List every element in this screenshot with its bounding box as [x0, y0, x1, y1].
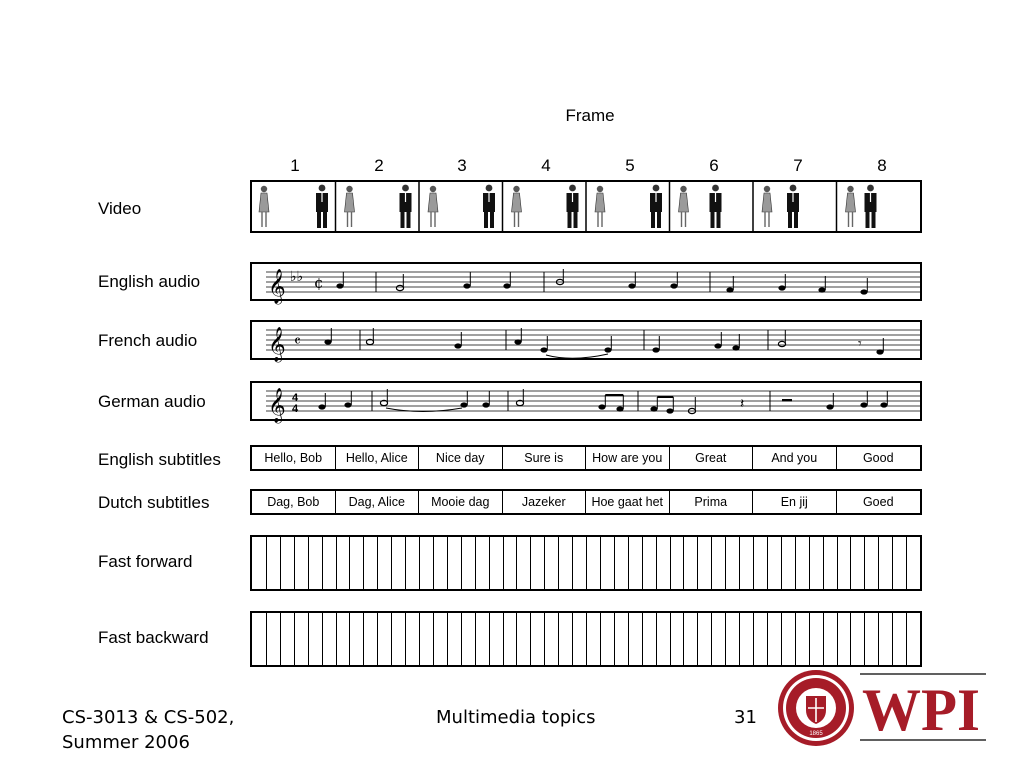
woman-figure-icon — [595, 186, 605, 227]
row-label-german-audio: German audio — [98, 392, 206, 411]
time-signature-top: 4 — [292, 392, 299, 404]
fast-backward-frame — [586, 613, 587, 665]
dutch-subtitle-cell: En jij — [753, 491, 837, 513]
fast-backward-frame — [892, 613, 893, 665]
english-subtitle-cell: And you — [753, 447, 837, 469]
fast-backward-frame — [823, 613, 824, 665]
fast-backward-frame — [503, 613, 504, 665]
notes — [324, 328, 883, 358]
fast-forward-frame — [572, 537, 573, 589]
dutch-subtitles-strip — [250, 489, 922, 515]
man-figure-icon — [650, 185, 662, 228]
video-frame — [753, 182, 799, 231]
fast-forward-frame — [670, 537, 671, 589]
fast-forward-frame — [516, 537, 517, 589]
english-subtitle-cell: Great — [670, 447, 754, 469]
german-audio-staff — [250, 381, 922, 421]
row-label-french-audio: French audio — [98, 331, 198, 350]
rest-icon: 𝄾 — [858, 335, 862, 351]
row-label-english-audio: English audio — [98, 272, 201, 291]
fast-forward-frame — [809, 537, 810, 589]
seal-year: 1865 — [809, 731, 823, 737]
fast-forward-frame — [558, 537, 559, 589]
french-audio-notation — [252, 322, 920, 362]
english-subtitles-strip — [250, 445, 922, 471]
row-label-dutch-subtitles: Dutch subtitles — [98, 493, 210, 512]
half-rest-icon — [782, 399, 792, 402]
woman-figure-icon — [762, 186, 772, 227]
fast-forward-frame — [781, 537, 782, 589]
woman-figure-icon — [259, 186, 269, 227]
french-audio-staff — [250, 320, 922, 360]
fast-forward-frame — [377, 537, 378, 589]
time-signature-bottom: 4 — [292, 403, 299, 415]
fast-backward-frame — [336, 613, 337, 665]
fast-backward-frame — [906, 613, 907, 665]
fast-backward-frame — [697, 613, 698, 665]
woman-figure-icon — [345, 186, 355, 227]
fast-backward-frame — [391, 613, 392, 665]
fast-backward-frame — [419, 613, 420, 665]
fast-forward-frame — [628, 537, 629, 589]
fast-forward-frame — [837, 537, 838, 589]
fast-backward-frame — [711, 613, 712, 665]
fast-backward-frame — [280, 613, 281, 665]
english-subtitle-cell: Good — [862, 451, 894, 465]
fast-forward-frame — [586, 537, 587, 589]
fast-backward-frame — [767, 613, 768, 665]
fast-backward-frame — [795, 613, 796, 665]
row-label-video: Video — [98, 199, 142, 218]
man-figure-icon — [787, 185, 799, 228]
video-frame — [419, 182, 495, 231]
english-subtitle-cell: Hello, Alice — [336, 447, 420, 469]
fast-forward-frame — [683, 537, 684, 589]
woman-figure-icon — [428, 186, 438, 227]
row-label-english-subtitles: English subtitles — [98, 450, 221, 469]
fast-backward-frame — [683, 613, 684, 665]
video-frame — [837, 182, 877, 231]
fast-forward-frame — [753, 537, 754, 589]
fast-backward-frame — [433, 613, 434, 665]
fast-forward-frame — [391, 537, 392, 589]
dutch-subtitle-cell: Mooie dag — [419, 491, 503, 513]
fast-backward-frame — [447, 613, 448, 665]
fast-backward-strip — [250, 611, 922, 667]
fast-forward-frame — [461, 537, 462, 589]
fast-backward-frame — [864, 613, 865, 665]
video-frame — [503, 182, 579, 231]
man-figure-icon — [865, 185, 877, 228]
fast-forward-frame — [656, 537, 657, 589]
fast-backward-frame — [475, 613, 476, 665]
fast-forward-frame — [544, 537, 545, 589]
dutch-subtitle-cell: Dag, Alice — [336, 491, 420, 513]
fast-forward-frame — [475, 537, 476, 589]
dutch-subtitle-cell: Goed — [862, 495, 894, 509]
fast-backward-frame — [461, 613, 462, 665]
course-line-2: Summer 2006 — [62, 732, 190, 753]
wpi-logo — [776, 668, 988, 748]
frame-number: 4 — [541, 156, 551, 175]
fast-forward-frame — [725, 537, 726, 589]
dutch-subtitle-cell: Dag, Bob — [252, 491, 336, 513]
wpi-wordmark: WPI — [862, 677, 980, 743]
fast-backward-frame — [837, 613, 838, 665]
fast-backward-frame — [670, 613, 671, 665]
video-frames — [252, 182, 920, 231]
fast-backward-frame — [628, 613, 629, 665]
dutch-subtitle-cell: Hoe gaat het — [586, 491, 670, 513]
fast-backward-frame — [322, 613, 323, 665]
fast-forward-frame — [823, 537, 824, 589]
fast-forward-frame — [363, 537, 364, 589]
fast-backward-frame — [656, 613, 657, 665]
fast-backward-frame — [878, 613, 879, 665]
fast-forward-frame — [892, 537, 893, 589]
frame-number: 5 — [625, 156, 635, 175]
seal-icon — [778, 670, 854, 746]
fast-backward-frame — [294, 613, 295, 665]
topic-label: Multimedia topics — [436, 707, 596, 728]
man-figure-icon — [316, 185, 328, 228]
fast-forward-frame — [322, 537, 323, 589]
fast-backward-frame — [530, 613, 531, 665]
fast-forward-frame — [280, 537, 281, 589]
video-frame — [586, 182, 662, 231]
fast-forward-frame — [600, 537, 601, 589]
man-figure-icon — [710, 185, 722, 228]
course-line-1: CS-3013 & CS-502, — [62, 707, 235, 728]
dutch-subtitle-cell: Prima — [670, 491, 754, 513]
video-strip — [250, 180, 922, 233]
fast-backward-frame — [809, 613, 810, 665]
fast-forward-frame — [294, 537, 295, 589]
man-figure-icon — [567, 185, 579, 228]
staff-lines — [266, 330, 920, 350]
man-figure-icon — [483, 185, 495, 228]
fast-forward-frame — [906, 537, 907, 589]
fast-backward-frame — [572, 613, 573, 665]
video-frame — [259, 185, 328, 228]
fast-backward-frame — [349, 613, 350, 665]
treble-clef-icon: 𝄞 — [268, 388, 286, 423]
fast-forward-frame — [419, 537, 420, 589]
fast-backward-frame — [600, 613, 601, 665]
fast-forward-frame — [850, 537, 851, 589]
fast-backward-frame — [739, 613, 740, 665]
row-label-fast-forward: Fast forward — [98, 552, 193, 571]
frame-number: 2 — [374, 156, 384, 175]
fast-backward-frame — [614, 613, 615, 665]
fast-backward-frame — [753, 613, 754, 665]
treble-clef-icon: 𝄞 — [268, 269, 286, 304]
common-time-icon: 𝄴 — [294, 332, 301, 350]
treble-clef-icon: 𝄞 — [268, 327, 286, 362]
fast-forward-frame — [739, 537, 740, 589]
fast-backward-frame — [781, 613, 782, 665]
fast-forward-frame — [530, 537, 531, 589]
fast-backward-frame — [544, 613, 545, 665]
fast-backward-frame — [489, 613, 490, 665]
frame-number: 3 — [457, 156, 467, 175]
woman-figure-icon — [679, 186, 689, 227]
course-label — [62, 707, 234, 753]
fast-backward-frame — [308, 613, 309, 665]
english-subtitle-cell: Sure is — [503, 447, 587, 469]
woman-figure-icon — [846, 186, 856, 227]
fast-forward-frame — [433, 537, 434, 589]
page-number: 31 — [734, 707, 757, 728]
fast-forward-frame — [336, 537, 337, 589]
english-subtitle-cell: How are you — [586, 447, 670, 469]
english-audio-notation — [252, 264, 920, 304]
fast-backward-frame — [725, 613, 726, 665]
fast-forward-frame — [614, 537, 615, 589]
cut-time-icon: ¢ — [314, 274, 324, 292]
fast-forward-frame — [405, 537, 406, 589]
fast-forward-frame — [349, 537, 350, 589]
fast-backward-frame — [558, 613, 559, 665]
frame-number: 6 — [709, 156, 719, 175]
fast-backward-frame — [642, 613, 643, 665]
dutch-subtitle-cell: Jazeker — [503, 491, 587, 513]
fast-backward-frame — [850, 613, 851, 665]
fast-forward-frame — [795, 537, 796, 589]
english-subtitle-cell: Hello, Bob — [252, 447, 336, 469]
frame-number: 1 — [290, 156, 300, 175]
video-frame — [670, 182, 722, 231]
fast-forward-frame — [308, 537, 309, 589]
fast-backward-frame — [377, 613, 378, 665]
staff-lines — [266, 391, 920, 411]
fast-forward-frame — [864, 537, 865, 589]
frame-number: 7 — [793, 156, 803, 175]
fast-forward-frame — [642, 537, 643, 589]
row-label-fast-backward: Fast backward — [98, 628, 209, 647]
fast-forward-frame — [503, 537, 504, 589]
frame-title: Frame — [565, 106, 615, 125]
fast-backward-frame — [363, 613, 364, 665]
fast-backward-frame — [516, 613, 517, 665]
fast-forward-frame — [711, 537, 712, 589]
fast-forward-frame — [447, 537, 448, 589]
man-figure-icon — [400, 185, 412, 228]
flat-icon: ♭♭ — [290, 269, 304, 285]
fast-backward-frame — [266, 613, 267, 665]
fast-backward-frame — [405, 613, 406, 665]
fast-forward-strip — [250, 535, 922, 591]
fast-forward-frame — [878, 537, 879, 589]
rest-icon: 𝄽 — [740, 395, 745, 411]
fast-forward-frame — [489, 537, 490, 589]
english-audio-staff — [250, 262, 922, 304]
woman-figure-icon — [512, 186, 522, 227]
english-subtitle-cell: Nice day — [419, 447, 503, 469]
video-frame — [336, 182, 412, 231]
fast-forward-frame — [266, 537, 267, 589]
fast-forward-frame — [767, 537, 768, 589]
german-audio-notation — [252, 383, 920, 423]
fast-forward-frame — [697, 537, 698, 589]
frame-number: 8 — [877, 156, 887, 175]
